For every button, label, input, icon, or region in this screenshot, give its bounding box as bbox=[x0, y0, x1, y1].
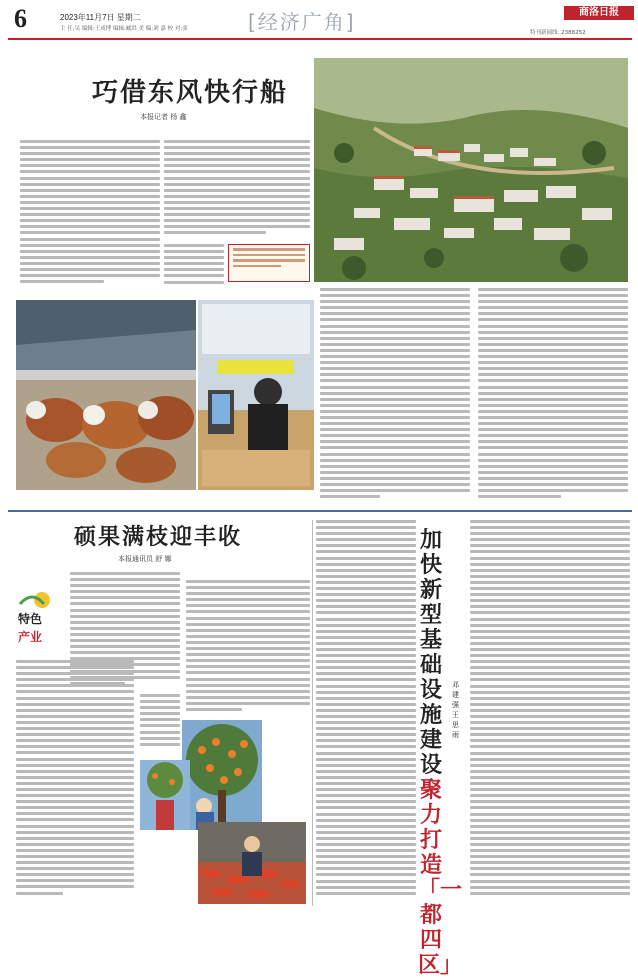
badge-text-bottom: 产业 bbox=[18, 630, 43, 644]
page-header bbox=[0, 0, 638, 40]
story1-body-col2b bbox=[164, 244, 224, 294]
story3-headline-part1: 加快新型基础设施建设 bbox=[419, 528, 442, 778]
story2-body-col2 bbox=[186, 580, 310, 716]
story2-body-col3 bbox=[316, 520, 416, 906]
livestream-photo bbox=[198, 300, 314, 490]
story2-body-col2b bbox=[140, 694, 180, 754]
newspaper-logo: 商洛日报 bbox=[564, 6, 634, 20]
page-number: 6 bbox=[14, 4, 27, 33]
story2-byline: 本报通讯员 舒 娜 bbox=[118, 555, 172, 563]
story1-body-col3 bbox=[320, 288, 470, 506]
story1-body-col1 bbox=[20, 140, 160, 290]
badge-text-top: 特色 bbox=[18, 612, 43, 626]
story1-body-col2 bbox=[164, 140, 310, 240]
village-aerial-photo bbox=[314, 58, 628, 282]
story1-sidebar-box bbox=[228, 244, 310, 282]
story1-headline: 巧借东风快行船 bbox=[92, 78, 289, 108]
story1-body-col4 bbox=[478, 288, 628, 506]
story1-byline: 本报记者 杨 鑫 bbox=[140, 113, 187, 121]
story2-headline: 硕果满枝迎丰收 bbox=[74, 525, 243, 550]
chili-drying-photo bbox=[198, 822, 306, 904]
harvest-worker-photo bbox=[140, 760, 190, 830]
story3-body-col1 bbox=[470, 520, 630, 906]
section-divider bbox=[8, 510, 632, 512]
story3-headline-part2: 聚力打造「一都四区」 bbox=[418, 778, 463, 978]
issue-date: 2023年11月7日 星期二 bbox=[60, 13, 141, 22]
editor-credits: 主 任:吴 编辑:王成博 编辑:臧洪 美 编:刘 嘉 校 对:张 bbox=[60, 26, 188, 32]
cattle-barn-photo bbox=[16, 300, 196, 490]
column-rule bbox=[312, 520, 313, 906]
story2-body-col1b bbox=[16, 660, 134, 904]
hotline-text: 特刊新闻线: 2388252 bbox=[530, 30, 586, 36]
persimmon-tree-photo bbox=[182, 720, 262, 830]
section-title: [经济广角] bbox=[248, 10, 356, 34]
header-rule bbox=[8, 38, 632, 40]
story3-byline: 邓建强 王思雨 bbox=[452, 681, 459, 739]
